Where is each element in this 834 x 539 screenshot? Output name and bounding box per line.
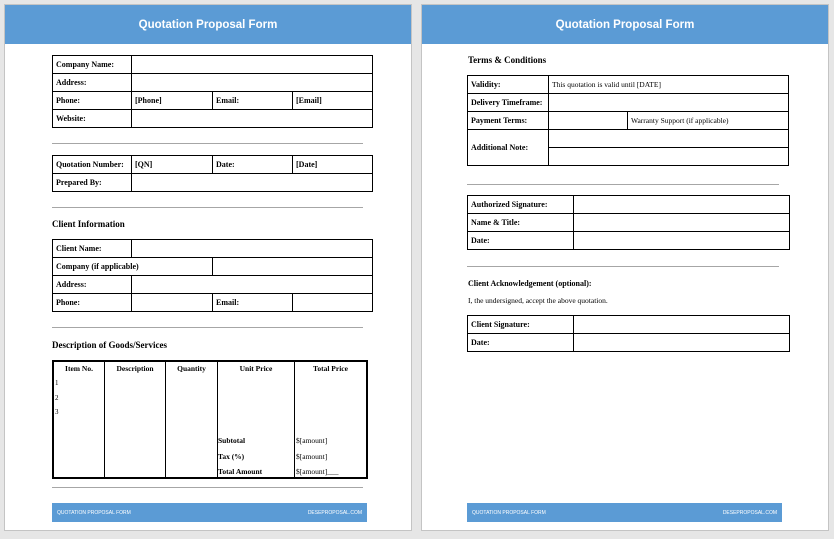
item-number: 1 [55,379,59,387]
authorized-signature-table [467,195,790,250]
company-website-field[interactable] [132,110,373,128]
totals-values [296,433,339,480]
company-email-field[interactable]: [Email] [293,92,373,110]
tax-value[interactable]: $[amount] [296,451,328,461]
client-phone-label: Phone: [53,294,132,312]
client-name-label: Client Name: [53,240,132,258]
authorized-signature-field[interactable] [574,196,790,214]
terms-heading: Terms & Conditions [468,55,547,65]
section-divider [52,143,363,144]
company-address-label: Address: [53,74,132,92]
tax-label: Tax (%) [218,451,245,461]
name-title-field[interactable] [574,214,790,232]
client-info-table [52,239,373,312]
company-info-table [52,55,373,128]
client-signature-label: Client Signature: [468,316,574,334]
client-name-field[interactable] [132,240,373,258]
client-date-label: Date: [468,334,574,352]
authorized-signature-label: Authorized Signature: [468,196,574,214]
client-information-heading: Client Information [52,219,125,229]
item-number-list [55,376,59,420]
total-price-column[interactable] [295,362,366,477]
client-company-label: Company (if applicable) [53,258,213,276]
goods-services-table [52,360,368,479]
payment-terms-field[interactable] [549,112,628,130]
validity-field[interactable]: This quotation is valid until [DATE] [549,76,789,94]
client-email-label: Email: [213,294,293,312]
goods-services-heading: Description of Goods/Services [52,340,167,350]
section-divider [467,184,779,185]
company-name-field[interactable] [132,56,373,74]
subtotal-value[interactable]: $[amount] [296,436,328,445]
column-header: Item No. [65,364,93,373]
section-divider [52,327,363,328]
quotation-info-table [52,155,373,192]
unit-price-column[interactable] [218,362,295,477]
prepared-by-field[interactable] [132,174,373,192]
footer-title: QUOTATION PROPOSAL FORM [472,509,546,516]
client-email-field[interactable] [293,294,373,312]
column-header: Unit Price [239,364,273,373]
subtotal-label: Subtotal [218,436,246,445]
quotation-date-field[interactable]: [Date] [293,156,373,174]
description-column[interactable] [105,362,166,477]
page-footer [52,503,367,522]
client-address-field[interactable] [132,276,373,294]
company-website-label: Website: [53,110,132,128]
acknowledgement-statement: I, the undersigned, accept the above quotation. [468,296,608,305]
signature-date-label: Date: [468,232,574,250]
payment-terms-label: Payment Terms: [468,112,549,130]
client-phone-field[interactable] [132,294,213,312]
warranty-support-field[interactable]: Warranty Support (if applicable) [628,112,789,130]
page-title: Quotation Proposal Form [138,18,278,31]
additional-note-field[interactable] [549,130,789,148]
client-address-label: Address: [53,276,132,294]
terms-table [467,75,789,166]
page-footer [467,503,782,522]
page-1 [4,4,412,531]
section-divider [52,487,363,488]
footer-title: QUOTATION PROPOSAL FORM [57,509,131,516]
column-header: Total Price [313,364,348,373]
company-address-field[interactable] [132,74,373,92]
page-header [5,5,411,44]
prepared-by-label: Prepared By: [53,174,132,192]
section-divider [52,207,363,208]
section-divider [467,266,779,267]
total-amount-value[interactable]: $[amount]___ [296,467,339,476]
page-2 [421,4,829,531]
client-signature-table [467,315,790,352]
delivery-timeframe-field[interactable] [549,94,789,112]
company-phone-label: Phone: [53,92,132,110]
name-title-label: Name & Title: [468,214,574,232]
quotation-number-label: Quotation Number: [53,156,132,174]
column-header: Quantity [177,364,206,373]
footer-website: DESEPROPOSAL.COM [307,509,362,516]
quantity-column[interactable] [166,362,218,477]
footer-website: DESEPROPOSAL.COM [722,509,777,516]
client-acknowledgement-heading: Client Acknowledgement (optional): [468,279,592,288]
page-header [422,5,828,44]
client-signature-field[interactable] [574,316,790,334]
totals-labels [218,433,262,480]
quotation-number-field[interactable]: [QN] [132,156,213,174]
quotation-date-label: Date: [213,156,293,174]
item-no-column[interactable] [54,362,105,477]
company-name-label: Company Name: [53,56,132,74]
item-number: 2 [55,393,59,402]
delivery-timeframe-label: Delivery Timeframe: [468,94,549,112]
company-email-label: Email: [213,92,293,110]
total-amount-label: Total Amount [218,467,263,476]
column-header: Description [116,364,154,373]
validity-label: Validity: [468,76,549,94]
item-number: 3 [55,408,59,416]
signature-date-field[interactable] [574,232,790,250]
client-company-field[interactable] [213,258,373,276]
client-date-field[interactable] [574,334,790,352]
page-title: Quotation Proposal Form [555,18,695,31]
additional-note-field[interactable] [549,148,789,166]
company-phone-field[interactable]: [Phone] [132,92,213,110]
additional-note-label: Additional Note: [468,130,549,166]
